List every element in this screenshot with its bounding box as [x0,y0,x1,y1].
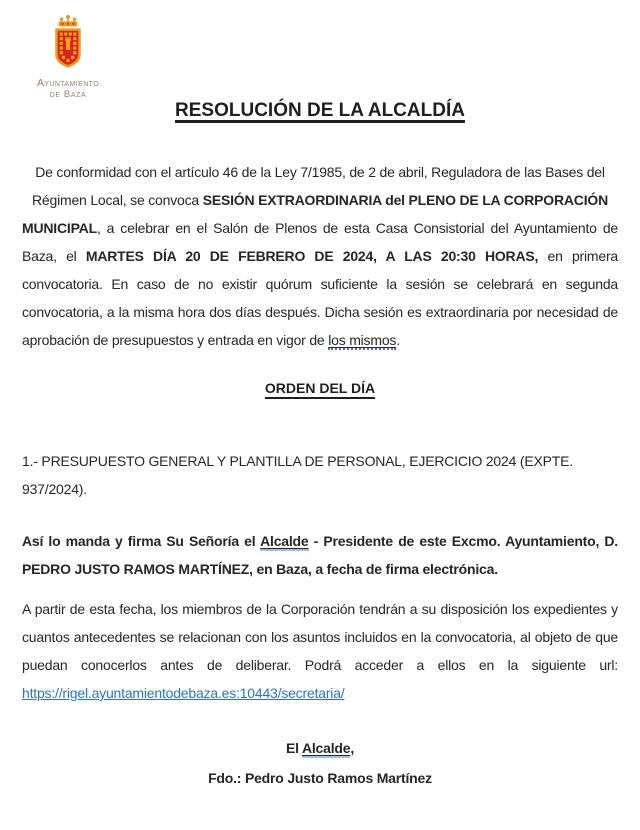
text-run-alcalde-marked: Alcalde [260,533,309,549]
text-run: Así lo manda y firma Su Señoría el [22,533,261,549]
secretaria-url-link[interactable]: https://rigel.ayuntamientodebaza.es:10443/secretaria/ [22,685,345,701]
text-run: en primera convocatoria. En caso de no existir quórum suficiente la sesión se celebrará en segunda convocatoria, a la misma hora dos días después. Dicha sesión es extraordinaria por necesidad de aprobación de presupuestos y entrada en vigor de [22,248,618,348]
text-run-alcalde-marked: Alcalde [301,740,351,756]
acceso-paragraph [22,595,618,707]
signature-name-line: Fdo.: Pedro Justo Ramos Martínez [208,770,432,786]
text-run-spellchecked: los mismos [328,332,397,348]
document-title-text: RESOLUCIÓN DE LA ALCALDÍA [175,100,465,121]
logo-text-line2: de Baza [49,89,87,100]
text-run: - Presidente de este Excmo. Ayuntamiento, D. PEDRO JUSTO RAMOS MARTÍNEZ, en Baza, a fecha de firma electrónica. [22,533,618,577]
text-run: A partir de esta fecha, los miembros de la Corporación tendrán a su disposición los expedientes y cuantos antecedentes se relacionan con los asuntos incluidos en la convocatoria, al objeto de que puedan conocerlos antes de deliberar. Podrá acceder a ellos en la siguiente url: [22,601,618,673]
text-run: . [396,332,400,348]
orden-del-dia-heading [22,374,618,403]
signature-role-line [22,733,618,763]
text-run: , [350,740,355,756]
signature-block [22,733,618,793]
text-run: El [285,740,302,756]
text-run-session-type: SESIÓN EXTRAORDINARIA del PLENO DE LA CORPORACIÓN [202,192,608,208]
coat-of-arms-icon [45,14,91,74]
intro-paragraph [22,158,618,214]
text-run: De conformidad con el artículo 46 de la Ley 7/1985, de 2 de abril, Reguladora de las Bases del Régimen Local, se convoca [32,164,605,208]
logo-text-line1: Ayuntamiento [36,77,100,89]
firma-paragraph [22,527,618,583]
agenda-item-1 [22,447,618,503]
orden-del-dia-text: ORDEN DEL DÍA [264,380,376,396]
text-run-municipal: MUNICIPAL [22,220,97,236]
text-run-session-date: MARTES DÍA 20 DE FEBRERO DE 2024, A LAS 20:30 HORAS, [85,248,539,264]
agenda-item-1-text: 1.- PRESUPUESTO GENERAL Y PLANTILLA DE PERSONAL, EJERCICIO 2024 (EXPTE. 937/2024). [22,453,573,497]
convocatoria-paragraph [22,214,618,354]
ayuntamiento-de-baza-logo [20,14,116,100]
text-run: , a celebrar en el Salón de Plenos de esta Casa Consistorial del Ayuntamiento de Baza, el [22,220,618,264]
